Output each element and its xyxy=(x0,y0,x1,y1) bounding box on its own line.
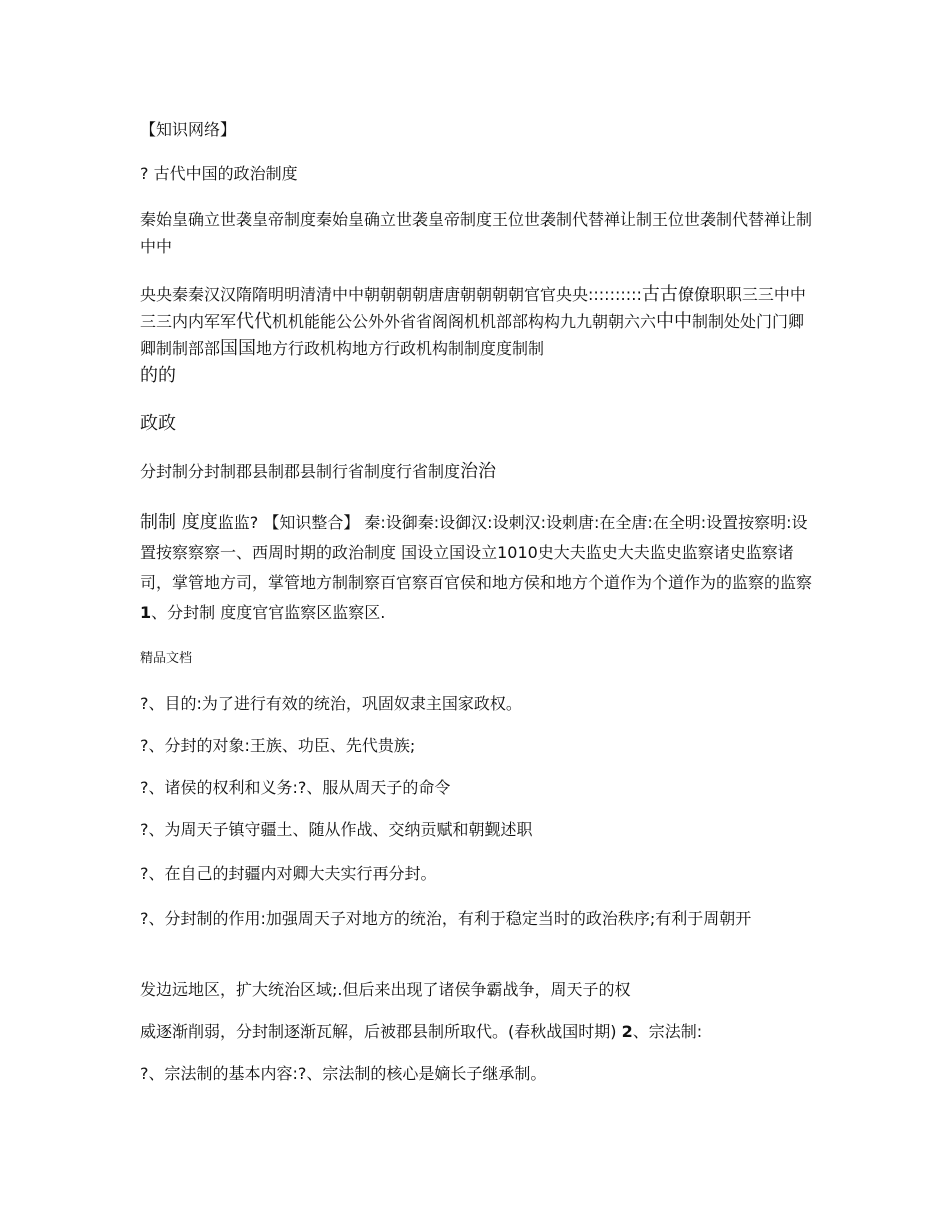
central-text-6: 中中 xyxy=(656,311,693,332)
section-heading: 【知识网络】 xyxy=(140,120,237,139)
list-item-objects: ?、分封的对象:王族、功臣、先代贵族; xyxy=(140,736,416,755)
central-text-2: 古古 xyxy=(641,284,678,305)
local-text-1: 分封制分封制郡县制郡县制行省制度行省制度 xyxy=(140,462,461,481)
local-text-2: 治治 xyxy=(460,461,497,482)
central-text-8: 国国 xyxy=(220,338,257,359)
paragraph-central-government xyxy=(140,281,815,389)
paragraph-zheng: 政政 xyxy=(140,413,176,434)
watermark-label: 精品文档 xyxy=(140,651,193,666)
paragraph-effect-continued: 发边远地区，扩大统治区域;.但后来出现了诸侯争霸战争，周天子的权 xyxy=(140,980,631,999)
central-text-9: 地方行政机构地方行政机构制制度度制制 xyxy=(256,339,545,358)
list-item-duties: ?、为周天子镇守疆土、随从作战、交纳贡赋和朝觐述职 xyxy=(140,820,533,839)
decline-text: 威逐渐削弱，分封制逐渐瓦解，后被郡县制所取代。(春秋战国时期) xyxy=(140,1022,617,1041)
list-item-purpose: ?、目的:为了进行有效的统治，巩固奴隶主国家政权。 xyxy=(140,694,522,713)
supervision-text-2: 监监? 【知识整合】 秦:设御秦:设御汉:设刺汉:设刺唐:在全唐:在全明:设置按察明:设置按察察察一、西周时期的政治制度 国设立国设立1010史大夫监史大夫监史监察诸史监察诸司，掌管地方司，掌管地方制制察百官察百官侯和地方侯和地方个道作为个道作为的监察的监察 xyxy=(140,513,813,592)
section-number-2: 2 xyxy=(621,1022,633,1041)
clan-heading: 、宗法制: xyxy=(632,1022,703,1041)
section-subheading: ? 古代中国的政治制度 xyxy=(140,164,298,183)
list-item-effect: ?、分封制的作用:加强周天子对地方的统治，有利于稳定当时的政治秩序;有利于周朝开 xyxy=(140,909,752,928)
central-text-4: 代代 xyxy=(236,311,273,332)
paragraph-decline xyxy=(140,1018,815,1046)
supervision-text-1: 制制 度度 xyxy=(140,512,218,533)
list-item-rights: ?、诸侯的权利和义务:?、服从周天子的命令 xyxy=(140,778,451,797)
paragraph-emperor-system: 秦始皇确立世袭皇帝制度秦始皇确立世袭皇帝制度王位世袭制代替禅让制王位世袭制代替禅让制中中 xyxy=(140,210,813,256)
central-text-5: 机机能能公公外外省省阁阁机机部部构构九九朝朝六六 xyxy=(272,312,657,331)
paragraph-supervision xyxy=(140,508,815,628)
central-text-3: 僚僚职职三三中中三三内内军军 xyxy=(140,285,806,331)
central-text-7: 制制处处门门卿卿制制部部 xyxy=(140,312,805,358)
central-text-10: 的的 xyxy=(140,365,176,386)
list-item-subenfeoff: ?、在自己的封疆内对卿大夫实行再分封。 xyxy=(140,864,437,883)
supervision-number: 1 xyxy=(140,603,152,622)
central-text-1: 央央秦秦汉汉隋隋明明清清中中朝朝朝朝唐唐朝朝朝朝官官央央:::::::::: xyxy=(140,285,642,304)
list-item-clan-system: ?、宗法制的基本内容:?、宗法制的核心是嫡长子继承制。 xyxy=(140,1064,547,1083)
supervision-text-3: 、分封制 度度官官监察区监察区. xyxy=(151,603,386,622)
paragraph-local-administration xyxy=(140,458,815,486)
